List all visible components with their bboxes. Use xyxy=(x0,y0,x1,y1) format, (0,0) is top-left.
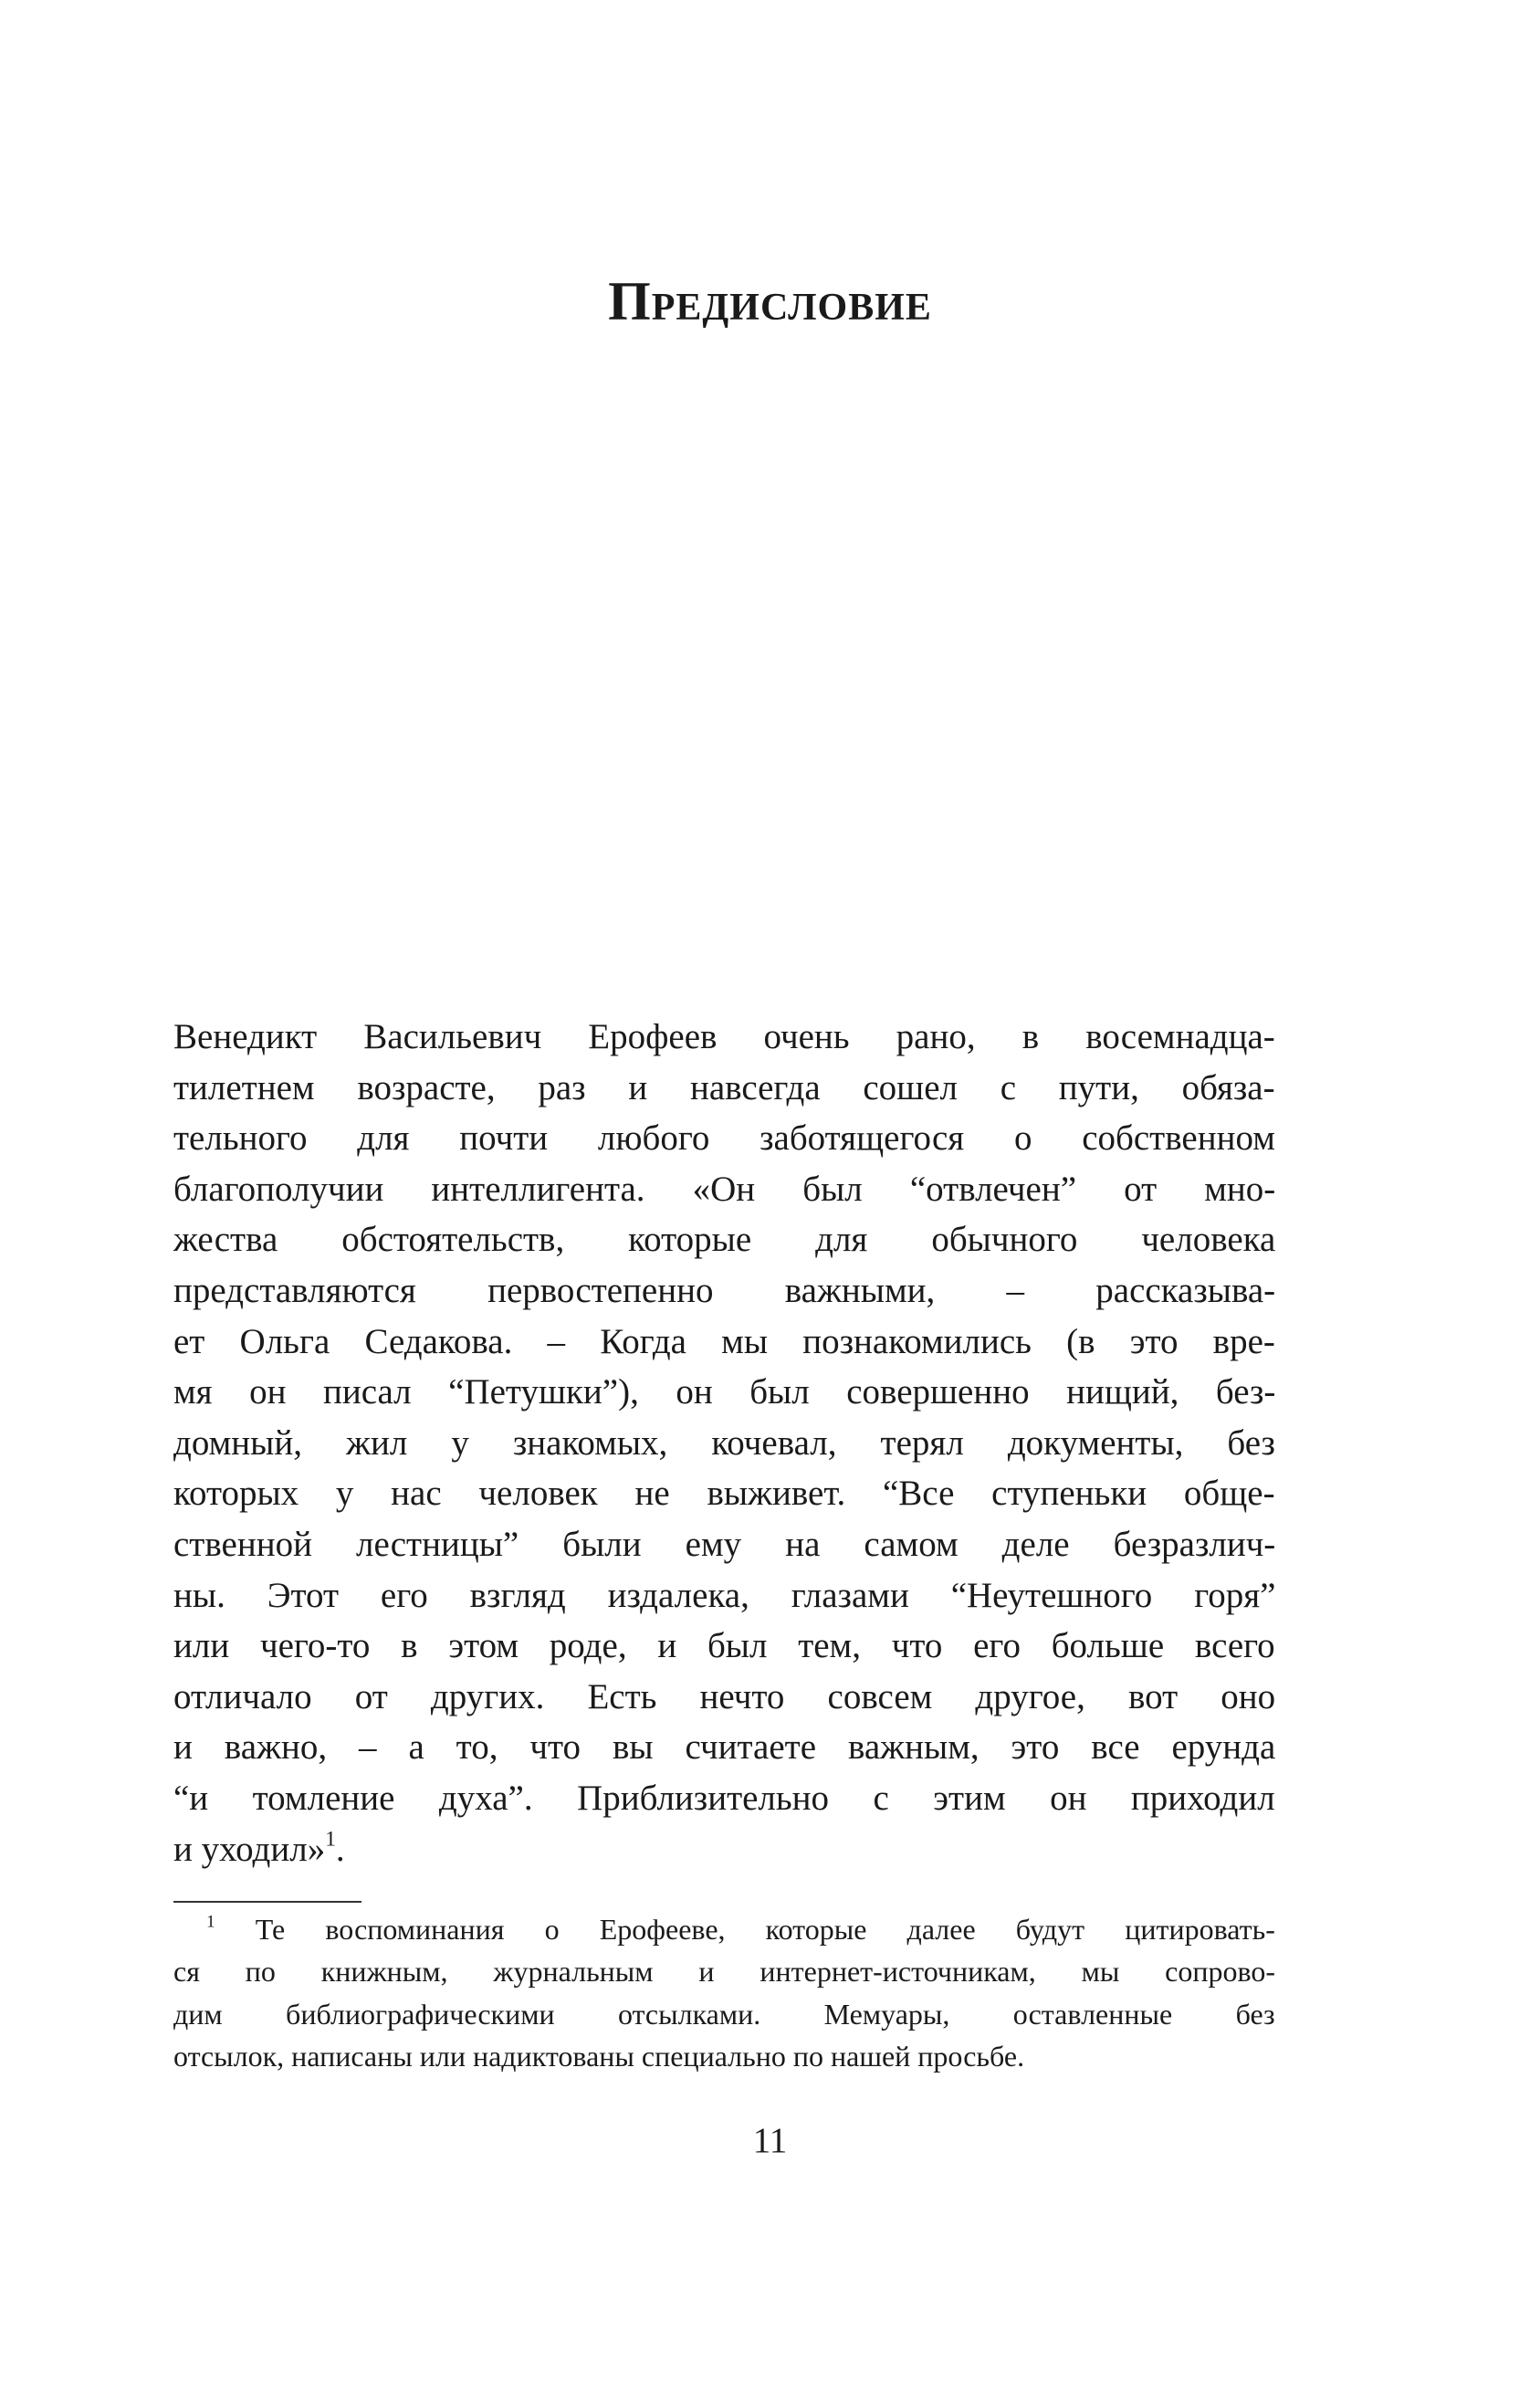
body-last-line xyxy=(173,1824,1275,1875)
body-line: и важно, – а то, что вы считаете важным, это все ерунда xyxy=(173,1727,1276,1768)
footnote-line: отсылок, написаны или надиктованы специально по нашей просьбе. xyxy=(173,2039,1025,2073)
chapter-title: Предисловие xyxy=(608,271,932,331)
body-line: “и томление духа”. Приблизительно с этим он приходил xyxy=(173,1778,1275,1818)
footnote-line: ся по книжным, журнальным и интернет-источникам, мы сопрово- xyxy=(173,1955,1276,1989)
body-text xyxy=(173,1012,1275,1874)
body-line: ственной лестницы” были ему на самом деле безразлич- xyxy=(173,1524,1276,1564)
body-line: тельного для почти любого заботящегося о собственном xyxy=(173,1118,1275,1159)
footnote-marker: 1 xyxy=(206,1912,215,1932)
body-line: Венедикт Васильевич Ерофеев очень рано, в восемнадца- xyxy=(173,1017,1275,1056)
body-line: жества обстоятельств, которые для обычного человека xyxy=(173,1220,1276,1260)
footnote-reference[interactable]: 1 xyxy=(325,1827,336,1852)
period: . xyxy=(335,1829,345,1869)
body-line: мя он писал “Петушки”), он был совершенно нищий, без- xyxy=(173,1372,1276,1412)
body-line: благополучии интеллигента. «Он был “отвлечен” от мно- xyxy=(173,1169,1276,1209)
page-number: 11 xyxy=(752,2121,788,2160)
footnote-text: Те воспоминания о Ерофееве, которые далее будут цитировать- xyxy=(255,1913,1275,1946)
footnote-line xyxy=(173,1908,1275,1950)
body-line: тилетнем возрасте, раз и навсегда сошел с пути, обяза- xyxy=(173,1067,1275,1107)
footnote-line: дим библиографическими отсылками. Мемуары, оставленные без xyxy=(173,1997,1275,2031)
footnote xyxy=(173,1908,1275,2077)
body-line: представляются первостепенно важными, – рассказыва- xyxy=(173,1270,1276,1310)
body-line: или чего-то в этом роде, и был тем, что его больше всего xyxy=(173,1626,1275,1666)
body-line: ны. Этот его взгляд издалека, глазами “Неутешного горя” xyxy=(173,1575,1276,1615)
body-line-text: и уходил» xyxy=(173,1829,326,1869)
body-line: которых у нас человек не выживет. “Все ступеньки обще- xyxy=(173,1474,1275,1514)
body-line: ет Ольга Седакова. – Когда мы познакомились (в это вре- xyxy=(173,1321,1275,1361)
body-line: домный, жил у знакомых, кочевал, терял документы, без xyxy=(173,1422,1275,1463)
footnote-divider xyxy=(173,1901,361,1903)
body-line: отличало от других. Есть нечто совсем другое, вот оно xyxy=(173,1676,1276,1716)
